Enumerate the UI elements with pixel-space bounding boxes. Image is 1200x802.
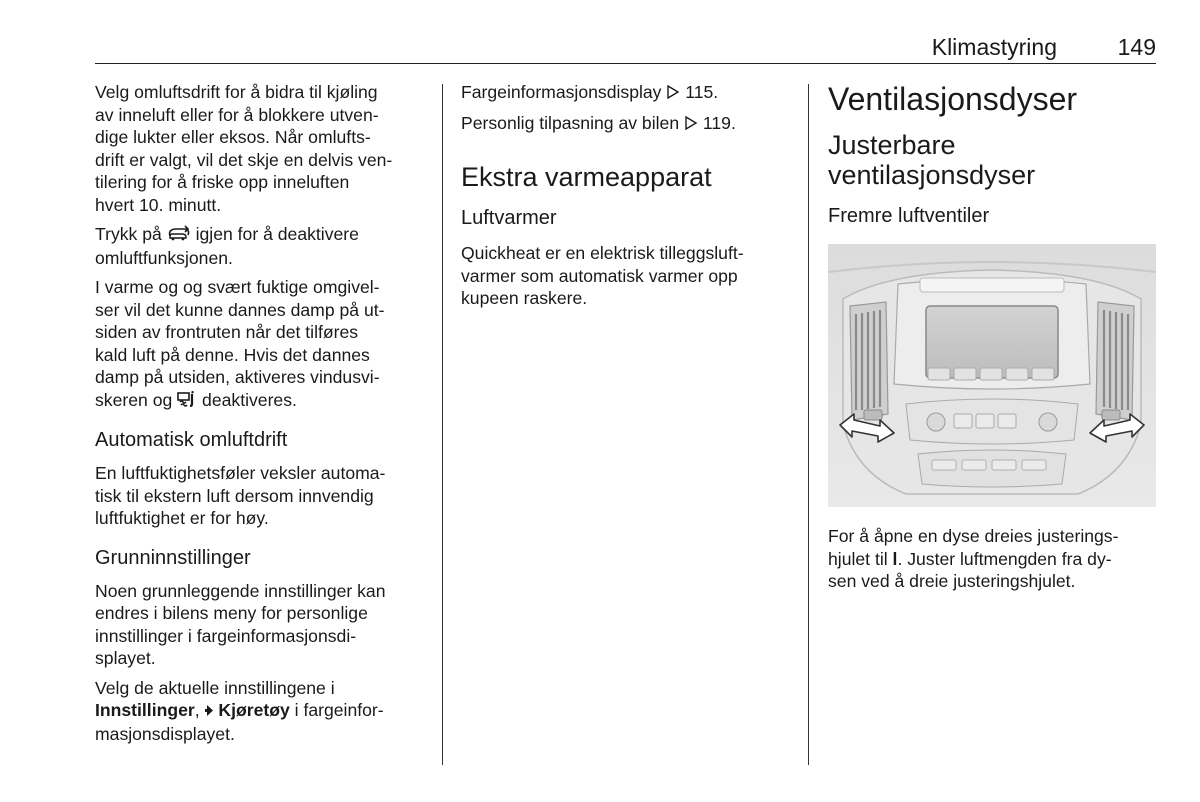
heading-extra-heater: Ekstra varmeapparat [461, 162, 712, 193]
section-title: Ventilasjonsdyser [828, 81, 1078, 117]
right-air-vent [1096, 302, 1134, 420]
column-left [95, 81, 430, 752]
select-settings-paragraph: Velg de aktuelle innstillingene i Innstillinger, Kjøretøy i fargeinfor- masjonsdisplayet. [95, 677, 384, 744]
figure-caption: For å åpne en dyse dreies justerings- hjulet til l. Juster luftmengden fra dy- sen ved å dreie justeringshjulet. [828, 526, 1119, 591]
heading-automatic-recirculation: Automatisk omluftdrift [95, 429, 288, 452]
left-air-vent [850, 302, 888, 420]
arrow-right-icon [205, 700, 214, 723]
front-vents-illustration [828, 244, 1156, 507]
heading-basic-settings: Grunninnstillinger [95, 546, 251, 569]
menu-vehicle-label: Kjøretøy [218, 700, 290, 721]
page-reference-icon [684, 113, 698, 136]
heading-front-vents: Fremre luftventiler [828, 205, 990, 227]
column-divider-1 [442, 84, 443, 765]
header-rule [95, 63, 1156, 64]
fog-paragraph: I varme og og svært fuktige omgivel- ser vil det kunne dannes damp på ut- siden av frontruten når det tilføres kald luft på denne. Hvis det dannes damp på utsiden, aktiveres vindusvi- skeren og deaktiveres. [95, 276, 430, 412]
reference-color-display: Fargeinformasjonsdisplay 115. [461, 81, 796, 105]
heading-air-heater: Luftvarmer [461, 207, 557, 230]
basic-settings-paragraph: Noen grunnleggende innstillinger kan endres i bilens meny for personlige innstillinger i fargeinformasjonsdi- splayet. [95, 580, 386, 669]
menu-settings-label: Innstillinger [95, 700, 195, 721]
subsection-title: Justerbare ventilasjonsdyser [828, 130, 1036, 190]
deactivate-paragraph: Trykk på igjen for å deaktivere omluftfunksjonen. [95, 224, 359, 268]
humidity-paragraph: En luftfuktighetsføler veksler automa- tisk til ekstern luft dersom innvendig luftfuktighet er for høy. [95, 463, 386, 529]
page-number: 149 [1117, 34, 1156, 60]
column-divider-2 [808, 84, 809, 765]
reference-personalisation: Personlig tilpasning av bilen 119. [461, 112, 796, 136]
rear-window-heating-icon [177, 390, 197, 413]
open-symbol: l [892, 548, 898, 569]
column-middle [461, 81, 796, 317]
page-reference-icon [666, 82, 680, 105]
running-header-title: Klimastyring [931, 34, 1057, 60]
recirculation-paragraph: Velg omluftsdrift for å bidra til kjøling av inneluft eller for å blokkere utven- dige lukter eller eksos. Når omlufts- drift er valgt, vil det skje en delvis ven- tilering for å friske opp inneluften hvert 10. minutt. [95, 82, 393, 215]
recirculation-icon [167, 224, 191, 247]
quickheat-paragraph: Quickheat er en elektrisk tilleggsluft- varmer som automatisk varmer opp kupeen raskere. [461, 243, 744, 309]
column-right [828, 80, 1158, 238]
